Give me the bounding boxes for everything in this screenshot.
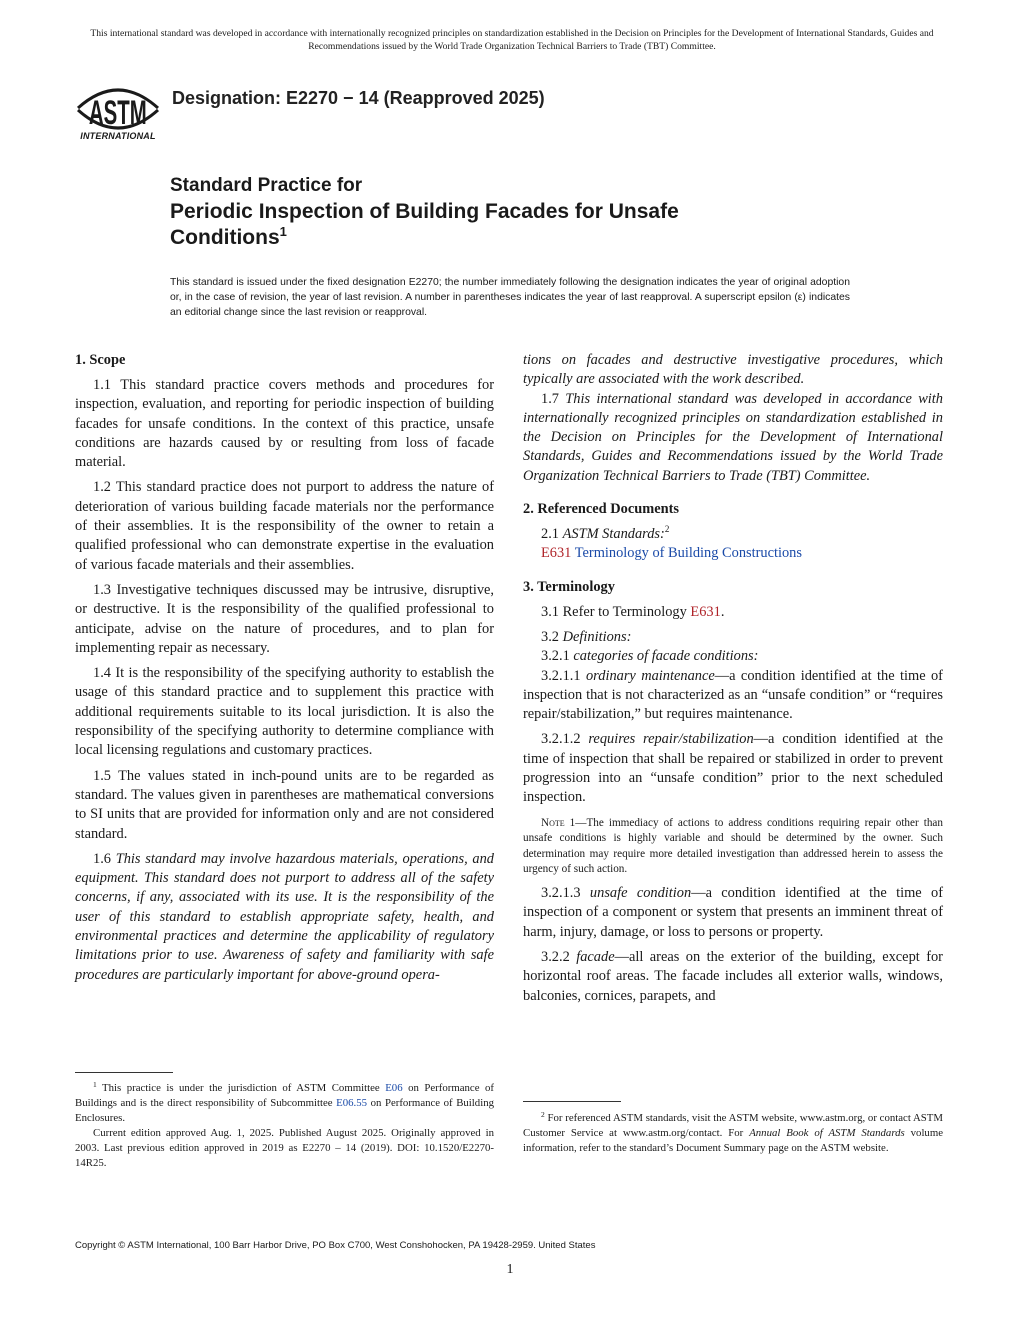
e631-title-link[interactable]: Terminology of Building Constructions	[574, 545, 802, 562]
section-heading-terminology: 3. Terminology	[523, 578, 615, 595]
paragraph-1-3: 1.3 Investigative techniques discussed may be intrusive, disruptive, or destructive. It is the responsibility of the qualified professional to anticipate, advise on the nature of procedures, and to plan for implementing repair as necessary.	[75, 581, 494, 656]
paragraph-1-2: 1.2 This standard practice does not purport to address the nature of deterioration of various building facade materials nor the performance of their assemblies. It is the responsibility of the owner to retain a qualified professional who can demonstrate expertise in the evaluation of various facade materials and their assemblies.	[75, 479, 494, 573]
astm-logo-icon	[78, 90, 158, 131]
paragraph-1-7: 1.7 This international standard was developed in accordance with internationally recognized principles on standardization established in the Decision on Principles for the Development of International Standards, Guides and Recommendations issued by the World Trade Organization Technical Barriers to Trade (TBT) Committee.	[523, 390, 943, 484]
e631-inline-link[interactable]: E631	[690, 603, 721, 620]
e631-reference[interactable]	[523, 544, 943, 563]
title-line-2: Periodic Inspection of Building Facades for Unsafe	[170, 200, 679, 223]
section-heading-referenced-documents: 2. Referenced Documents	[523, 501, 679, 518]
paragraph-3-2-1-1: 3.2.1.1 ordinary maintenance—a condition identified at the time of inspection that is not characterized as an “unsafe condition” or “requires repair/stabilization,” but requires maintenance.	[523, 667, 943, 723]
paragraph-1-6-continued: tions on facades and destructive investigative procedures, which typically are associated with the work described.	[523, 352, 943, 388]
copyright: Copyright © ASTM International, 100 Barr Harbor Drive, PO Box C700, West Conshohocken, PA 19428-2959. United States	[75, 1240, 596, 1251]
footnote-2: $^2$ For referenced ASTM standards, visit the ASTM website, www.astm.org, or contact ASTM Customer Service at www.astm.org/contact. For Annual Book of ASTM Standards volume information, refer to the standard’s Document Summary page on the ASTM website.	[523, 1110, 944, 1154]
paragraph-3-2-1: 3.2.1 categories of facade conditions:	[541, 648, 759, 665]
page-number: 1	[506, 1262, 514, 1277]
footnote-1-edition: Current edition approved Aug. 1, 2025. Published August 2025. Originally approved in 2003. Last previous edition approved in 2019 as E2270 – 14 (2019). DOI: 10.1520/E2270-14R25.	[75, 1127, 494, 1169]
right-column	[523, 351, 943, 1006]
issue-note: This standard is issued under the fixed designation E2270; the number immediately following the designation indicates the year of original adoption or, in the case of revision, the year of last revision. A number in parentheses indicates the year of last reapproval. A superscript epsilon (ε) indicates an editorial change since the last revision or reapproval.	[170, 277, 850, 318]
e631-code-link[interactable]: E631	[541, 545, 572, 562]
e06-55-link[interactable]: E06.55	[336, 1097, 368, 1109]
document-title	[170, 173, 679, 251]
paragraph-1-4: 1.4 It is the responsibility of the specifying authority to establish the usage of this standard practice and to supplement this practice with additional requirements suitable to its local jurisdiction. It is also the responsibility of the specifying authority to determine compliance with local licensing regulations and customary practices.	[75, 665, 494, 759]
paragraph-3-2: 3.2 Definitions:	[541, 628, 632, 645]
astm-logo-wordmark: INTERNATIONAL	[80, 131, 156, 141]
title-line-3: Conditions$^1$	[170, 224, 287, 249]
paragraph-3-2-1-2: 3.2.1.2 requires repair/stabilization—a condition identified at the time of inspection that shall be repaired or stabilized in order to prevent progression into an “unsafe condition” prior to the next scheduled inspection.	[523, 731, 943, 806]
paragraph-3-1: 3.1 Refer to Terminology E631.	[541, 603, 725, 620]
footnote-divider-right	[523, 1101, 621, 1102]
paragraph-1-5: 1.5 The values stated in inch-pound units are to be regarded as standard. The values given in parentheses are mathematical conversions to SI units that are provided for information only and are not considered standard.	[75, 767, 494, 842]
designation: Designation: E2270 − 14 (Reapproved 2025)	[172, 88, 545, 108]
paragraph-1-6: 1.6 This standard may involve hazardous materials, operations, and equipment. This standard does not purport to address all of the safety concerns, if any, associated with its use. It is the responsibility of the user of this standard to establish appropriate safety, health, and environmental practices and determine the applicability of regulatory limitations prior to use. Awareness of safety and familiarity with safe procedures are particularly important for above-ground opera-	[75, 850, 494, 983]
paragraph-1-1: 1.1 This standard practice covers methods and procedures for inspection, evaluation, and reporting for periodic inspection of building facades for unsafe conditions. In the context of this practice, unsafe conditions are hazards caused by or resulting from loss of facade material.	[75, 377, 494, 471]
note-1: Note 1—The immediacy of actions to address conditions requiring repair other than unsafe conditions is highly variable and should be determined by the owner. Such determination may require more detailed investigation than addressed herein to assess the urgency of such action.	[523, 816, 943, 876]
title-line-1: Standard Practice for	[170, 175, 363, 196]
astm-logo-letters: ASTM	[88, 93, 147, 132]
paragraph-3-2-1-3: 3.2.1.3 unsafe condition—a condition identified at the time of inspection of a component or system that presents an imminent threat of harm, injury, damage, or loss to persons or property.	[523, 885, 943, 940]
e06-link[interactable]: E06	[385, 1082, 403, 1094]
footnote-1: $^1$ This practice is under the jurisdiction of ASTM Committee E06 on Performance of Buildings and is the direct responsibility of Subcommittee E06.55 on Performance of Building Enclosures. Current edition approved Aug. 1, 2025. Published August 2025. Originally approved in 2003. Last previous edition approved in 2019 as E2270 – 14 (2019). DOI: 10.1520/E2270-14R25.	[75, 1080, 494, 1169]
paragraph-2-1: 2.1 ASTM Standards:$^2$	[541, 524, 670, 543]
footnote-divider-left	[75, 1072, 173, 1073]
top-notice: This international standard was developed in accordance with internationally recognized principles on standardization established in the Decision on Principles for the Development of International Standards, Guides and Recommendations issued by the World Trade Organization Technical Barriers to Trade (TBT) Committee.	[90, 28, 934, 52]
paragraph-3-2-2: 3.2.2 facade—all areas on the exterior of the building, except for horizontal roof areas. The facade includes all exterior walls, windows, balconies, cornices, parapets, and	[523, 948, 943, 1004]
left-column	[75, 351, 494, 985]
section-heading-scope: 1. Scope	[75, 352, 126, 368]
title-footnote-mark: 1	[279, 224, 287, 239]
